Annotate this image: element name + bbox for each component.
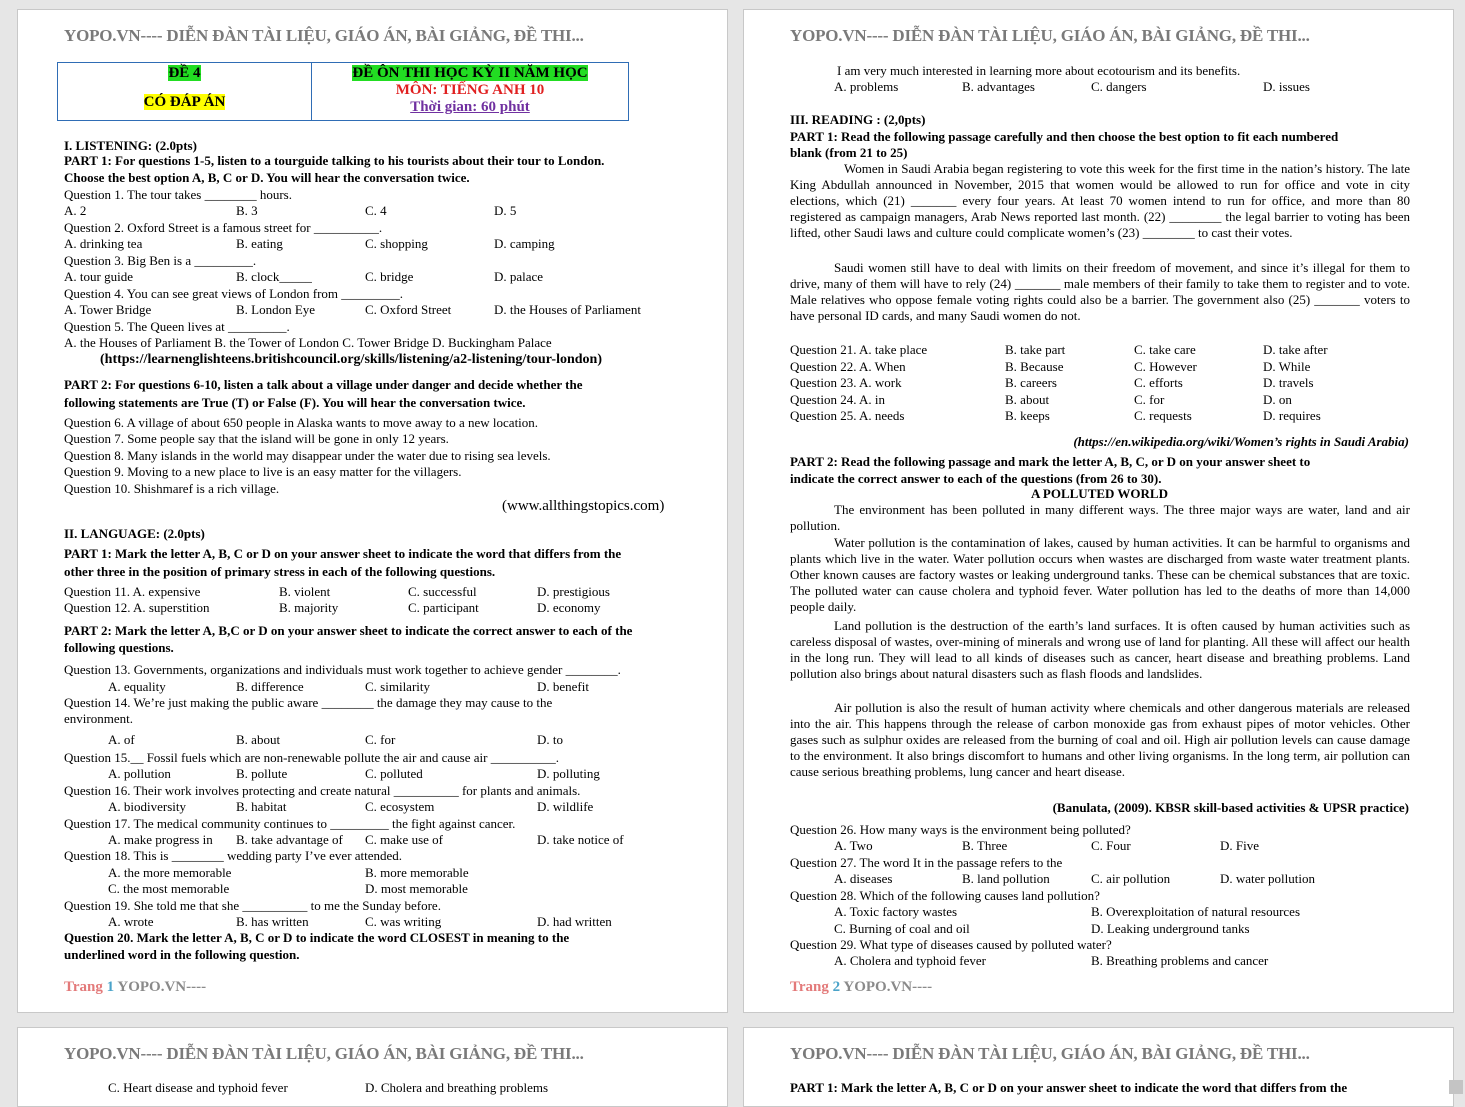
question-text: Question 29. What type of diseases caused by polluted water?	[790, 937, 1112, 952]
option: A. make progress in	[108, 832, 213, 847]
source-link[interactable]: (www.allthingstopics.com)	[502, 498, 665, 514]
question-text: Question 4. You can see great views of London from _________.	[64, 286, 404, 301]
option: Question 24. A. in	[790, 392, 885, 407]
part-instruction: PART 1: Mark the letter A, B, C or D on your answer sheet to indicate the word that differs from the	[64, 546, 622, 561]
option: B. about	[1005, 392, 1050, 407]
option: B. majority	[279, 600, 339, 615]
option: D. take notice of	[537, 832, 624, 847]
exam-info-cell	[312, 63, 629, 121]
question-text: environment.	[64, 711, 133, 726]
question-text: Question 1. The tour takes ________ hours.	[64, 187, 292, 202]
option: C. participant	[408, 600, 479, 615]
option: Question 21. A. take place	[790, 342, 928, 357]
question-text: Question 8. Many islands in the world may disappear under the water due to rising sea levels.	[64, 448, 551, 463]
option: D. camping	[494, 236, 555, 251]
question-text: Question 10. Shishmaref is a rich village.	[64, 481, 280, 496]
option: B. take part	[1005, 342, 1066, 357]
option: C. However	[1134, 359, 1197, 374]
source-link[interactable]: (https://learnenglishteens.britishcouncil.org/skills/listening/a2-listening/tour-london)	[100, 352, 602, 367]
option: B. about	[236, 732, 281, 747]
section-heading: III. READING : (2,0pts)	[790, 112, 926, 127]
question-text: Question 5. The Queen lives at _________.	[64, 319, 290, 334]
option: B. more memorable	[365, 865, 469, 880]
option: A. drinking tea	[64, 236, 143, 251]
option: D. travels	[1263, 375, 1314, 390]
option: C. ecosystem	[365, 799, 435, 814]
question-text: Question 17. The medical community continues to _________ the fight against cancer.	[64, 816, 516, 831]
exam-title-table	[57, 62, 629, 121]
option: D. on	[1263, 392, 1292, 407]
question-text: I am very much interested in learning more about ecotourism and its benefits.	[837, 63, 1241, 78]
document-page-2	[743, 9, 1454, 1013]
option: C. take care	[1134, 342, 1196, 357]
option: A. Cholera and typhoid fever	[834, 953, 986, 968]
option: B. Overexploitation of natural resources	[1091, 904, 1301, 919]
option: A. wrote	[108, 914, 154, 929]
exam-number-cell	[58, 63, 312, 121]
option: B. Breathing problems and cancer	[1091, 953, 1269, 968]
question-text: Question 6. A village of about 650 people in Alaska wants to move away to a new location.	[64, 415, 539, 430]
option: C. for	[1134, 392, 1165, 407]
option: D. to	[537, 732, 563, 747]
option: C. shopping	[365, 236, 428, 251]
question-text: Question 28. Which of the following causes land pollution?	[790, 888, 1100, 903]
option: D. the Houses of Parliament	[494, 302, 641, 317]
footer-page-word: Trang	[64, 979, 103, 995]
part-instruction: PART 2: Mark the letter A, B,C or D on your answer sheet to indicate the correct answer to each of the	[64, 623, 633, 638]
option: C. the most memorable	[108, 881, 230, 896]
option: Question 22. A. When	[790, 359, 906, 374]
option: A. biodiversity	[108, 799, 186, 814]
option: B. difference	[236, 679, 304, 694]
option: D. palace	[494, 269, 544, 284]
option: D. Cholera and breathing problems	[365, 1080, 549, 1095]
page-header: YOPO.VN---- DIỄN ĐÀN TÀI LIỆU, GIÁO ÁN, BÀI GIẢNG, ĐỀ THI...	[64, 1044, 584, 1063]
option: D. prestigious	[537, 584, 610, 599]
footer-brand: YOPO.VN----	[117, 979, 207, 995]
option: D. wildlife	[537, 799, 594, 814]
question-text: Question 15.__ Fossil fuels which are non-renewable pollute the air and cause air __________.	[64, 750, 559, 765]
part-instruction: indicate the correct answer to each of the questions (from 26 to 30).	[790, 471, 1162, 486]
option: Question 25. A. needs	[790, 408, 905, 423]
part-instruction: PART 2: Read the following passage and mark the letter A, B, C, or D on your answer sheet to	[790, 454, 1311, 469]
option: Question 11. A. expensive	[64, 584, 201, 599]
option: B. 3	[236, 203, 258, 218]
option: A. Two	[834, 838, 873, 853]
footer-page-number: 1	[106, 979, 115, 995]
option: A. of	[108, 732, 135, 747]
option: B. land pollution	[962, 871, 1050, 886]
option: C. for	[365, 732, 396, 747]
section-heading: I. LISTENING: (2.0pts)	[64, 138, 197, 153]
section-heading: II. LANGUAGE: (2.0pts)	[64, 526, 205, 541]
page-footer	[64, 979, 206, 996]
part-instruction: other three in the position of primary stress in each of the following questions.	[64, 564, 496, 579]
option: A. problems	[834, 79, 899, 94]
option: B. Because	[1005, 359, 1064, 374]
question-text: Question 7. Some people say that the island will be gone in only 12 years.	[64, 431, 449, 446]
footer-page-word: Trang	[790, 979, 829, 995]
option: C. Heart disease and typhoid fever	[108, 1080, 288, 1095]
option: Question 23. A. work	[790, 375, 902, 390]
source-link[interactable]: (https://en.wikipedia.org/wiki/Women’s rights in Saudi Arabia)	[1073, 434, 1409, 449]
answer-key-label: CÓ ĐÁP ÁN	[143, 94, 226, 110]
part-instruction: following statements are True (T) or False (F). You will hear the conversation twice.	[64, 395, 526, 410]
option: B. pollute	[236, 766, 288, 781]
option: C. dangers	[1091, 79, 1147, 94]
question-text: Question 2. Oxford Street is a famous street for __________.	[64, 220, 383, 235]
option: B. take advantage of	[236, 832, 343, 847]
option: Question 12. A. superstition	[64, 600, 210, 615]
option: C. Burning of coal and oil	[834, 921, 970, 936]
question-text: Question 20. Mark the letter A, B, C or D to indicate the word CLOSEST in meaning to the	[64, 930, 570, 945]
option: D. most memorable	[365, 881, 468, 896]
option: C. similarity	[365, 679, 430, 694]
part-instruction: PART 1: For questions 1-5, listen to a tourguide talking to his tourists about their tour to London.	[64, 153, 605, 168]
passage-paragraph: Air pollution is also the result of human activity where chemicals and other dangerous materials are released into the air. This happens through the release of carbon monoxide gas from exhaust pipes of motor vehicles. Other gases such as sulphur oxides are released from the burning of coal and oil. High air pollution levels can cause damage to the environment. It also brings discomfort to humans and other living organisms. In the long term, air pollution can cause serious breathing problems, lung cancer and heart disease.	[790, 700, 1410, 779]
option: D. requires	[1263, 408, 1321, 423]
option: C. efforts	[1134, 375, 1183, 390]
part-instruction: PART 2: For questions 6-10, listen a talk about a village under danger and decide whether the	[64, 377, 583, 392]
option: D. polluting	[537, 766, 600, 781]
question-text: Question 18. This is ________ wedding party I’ve ever attended.	[64, 848, 403, 863]
scrollbar-thumb[interactable]	[1449, 1080, 1463, 1094]
option: B. careers	[1005, 375, 1057, 390]
option: D. issues	[1263, 79, 1310, 94]
passage-title: A POLLUTED WORLD	[1030, 486, 1168, 501]
option: C. make use of	[365, 832, 443, 847]
option: B. advantages	[962, 79, 1035, 94]
document-page-4	[743, 1027, 1454, 1107]
option: D. 5	[494, 203, 517, 218]
page-footer	[790, 979, 932, 996]
part-instruction: following questions.	[64, 640, 174, 655]
option-row: A. the Houses of Parliament B. the Tower of London C. Tower Bridge D. Buckingham Palace	[64, 335, 552, 350]
option: C. requests	[1134, 408, 1192, 423]
passage-paragraph: Women in Saudi Arabia began registering to vote this week for the first time in the nation’s history. The late King Abdullah announced in November, 2015 that women would be allowed to run for office and vote in city elections, which (21) _______ every four years. At least 70 women intend to run for office, and more than 80 registered as campaign managers, Arab News reported last month. (22) ________ the legal barrier to voting has been lifted, other Saudi laws and culture could complicate women’s (23) ________ to cast their votes.	[790, 161, 1410, 240]
option: D. While	[1263, 359, 1311, 374]
question-text: Question 9. Moving to a new place to live is an easy matter for the villagers.	[64, 464, 462, 479]
question-text: Question 27. The word It in the passage refers to the	[790, 855, 1063, 870]
option: C. polluted	[365, 766, 423, 781]
option: A. Tower Bridge	[64, 302, 152, 317]
option: C. air pollution	[1091, 871, 1171, 886]
source-citation: (Banulata, (2009). KBSR skill-based activities & UPSR practice)	[1052, 800, 1409, 815]
passage-paragraph: Land pollution is the destruction of the earth’s land surfaces. It is often caused by human activities such as careless disposal of wastes, over-mining of minerals and wrong use of land for planting. All these will affect our health in the long run. They will lead to all kinds of diseases such as cancer, heart disease and breathing problems. Land pollution also brings about natural disasters such as flash floods and landslides.	[790, 618, 1410, 681]
part-instruction: PART 1: Read the following passage carefully and then choose the best option to fit each numbered	[790, 129, 1339, 144]
exam-number: ĐỀ 4	[168, 65, 201, 81]
time-label: Thời gian: 60 phút	[410, 99, 530, 115]
option: D. take after	[1263, 342, 1328, 357]
option: C. Oxford Street	[365, 302, 452, 317]
question-text: Question 14. We’re just making the public aware ________ the damage they may cause to the	[64, 695, 553, 710]
option: B. habitat	[236, 799, 287, 814]
part-instruction: Choose the best option A, B, C or D. You will hear the conversation twice.	[64, 170, 470, 185]
footer-brand: YOPO.VN----	[843, 979, 933, 995]
option: D. had written	[537, 914, 612, 929]
passage-paragraph: Water pollution is the contamination of lakes, caused by human activities. It can be harmful to organisms and plants which live in the water. Water pollution occurs when wastes are discharged from waste water treatment plants. Other known causes are factory wastes or leaking underground tanks. These can be chemical substances that are toxic. The polluted water can cause cholera and typhoid fever. Water pollution has led to the deaths of more than 14,000 people daily.	[790, 535, 1410, 614]
option: A. diseases	[834, 871, 893, 886]
subject-label: MÔN: TIẾNG ANH 10	[395, 82, 545, 98]
option: A. pollution	[108, 766, 171, 781]
option: D. Leaking underground tanks	[1091, 921, 1250, 936]
option: B. London Eye	[236, 302, 316, 317]
question-text: Question 13. Governments, organizations and individuals must work together to achieve gender ________.	[64, 662, 621, 677]
question-text: Question 19. She told me that she __________ to me the Sunday before.	[64, 898, 441, 913]
footer-page-number: 2	[832, 979, 841, 995]
exam-name: ĐỀ ÔN THI HỌC KỲ II NĂM HỌC	[352, 65, 588, 81]
part-instruction: PART 1: Mark the letter A, B, C or D on your answer sheet to indicate the word that differs from the	[790, 1080, 1348, 1095]
passage-paragraph: Saudi women still have to deal with limits on their freedom of movement, and since it’s illegal for them to drive, many of them will have to rely (24) _______ male members of their family to take them to register and to vote. Male relatives who oppose female voting rights could also be a barrier. The government also (25) _______ voters to have personal ID cards, and many Saudi women do not.	[790, 260, 1410, 323]
document-page-1	[17, 9, 728, 1013]
option: C. bridge	[365, 269, 414, 284]
question-text: underlined word in the following question.	[64, 947, 300, 962]
question-text: Question 26. How many ways is the environment being polluted?	[790, 822, 1131, 837]
option: D. Five	[1220, 838, 1259, 853]
option: D. water pollution	[1220, 871, 1315, 886]
option: C. successful	[408, 584, 477, 599]
page-header: YOPO.VN---- DIỄN ĐÀN TÀI LIỆU, GIÁO ÁN, BÀI GIẢNG, ĐỀ THI...	[790, 1044, 1310, 1063]
document-page-3	[17, 1027, 728, 1107]
option: B. clock_____	[236, 269, 312, 284]
option: D. benefit	[537, 679, 589, 694]
option: B. eating	[236, 236, 283, 251]
page-header: YOPO.VN---- DIỄN ĐÀN TÀI LIỆU, GIÁO ÁN, BÀI GIẢNG, ĐỀ THI...	[64, 26, 584, 45]
passage-paragraph: The environment has been polluted in many different ways. The three major ways are water, land and air pollution.	[790, 502, 1410, 533]
question-text: Question 16. Their work involves protecting and create natural __________ for plants and animals.	[64, 783, 581, 798]
page-header: YOPO.VN---- DIỄN ĐÀN TÀI LIỆU, GIÁO ÁN, BÀI GIẢNG, ĐỀ THI...	[790, 26, 1310, 45]
option: D. economy	[537, 600, 601, 615]
question-text: Question 3. Big Ben is a _________.	[64, 253, 257, 268]
option: A. tour guide	[64, 269, 133, 284]
option: C. was writing	[365, 914, 442, 929]
option: A. equality	[108, 679, 166, 694]
part-instruction: blank (from 21 to 25)	[790, 145, 908, 160]
option: B. violent	[279, 584, 331, 599]
option: A. 2	[64, 203, 87, 218]
option: B. has written	[236, 914, 309, 929]
option: C. 4	[365, 203, 387, 218]
option: B. Three	[962, 838, 1008, 853]
option: A. the more memorable	[108, 865, 232, 880]
option: A. Toxic factory wastes	[834, 904, 958, 919]
option: C. Four	[1091, 838, 1131, 853]
option: B. keeps	[1005, 408, 1050, 423]
